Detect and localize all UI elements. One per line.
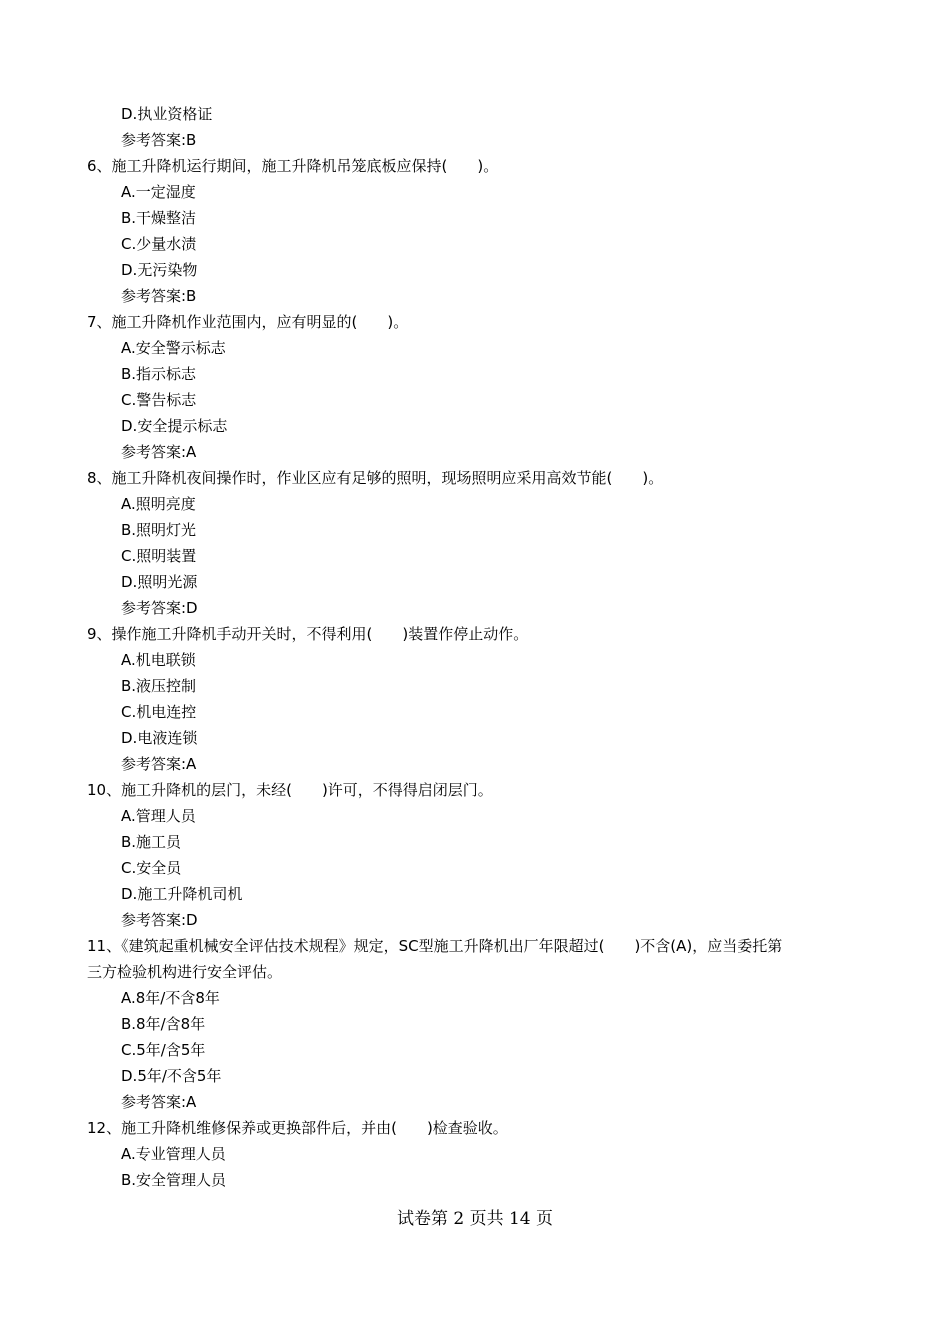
option-line: A.管理人员 (121, 807, 196, 825)
option-line: D.施工升降机司机 (121, 885, 243, 903)
answer-line: 参考答案:D (121, 911, 198, 929)
answer-line: 参考答案:A (121, 1093, 197, 1111)
question-text: 6、施工升降机运行期间，施工升降机吊笼底板应保持( )。 (87, 157, 499, 175)
option-line: A.专业管理人员 (121, 1145, 226, 1163)
option-line: A.机电联锁 (121, 651, 196, 669)
answer-line: 参考答案:D (121, 599, 198, 617)
option-line: C.5年/含5年 (121, 1041, 206, 1059)
question-text: 10、施工升降机的层门，未经( )许可，不得得启闭层门。 (87, 781, 493, 799)
option-line: D.电液连锁 (121, 729, 198, 747)
option-line: B.照明灯光 (121, 521, 197, 539)
option-line: D.安全提示标志 (121, 417, 228, 435)
question-text: 12、施工升降机维修保养或更换部件后，并由( )检查验收。 (87, 1119, 508, 1137)
option-line: B.安全管理人员 (121, 1171, 227, 1189)
question-text: 9、操作施工升降机手动开关时，不得利用( )装置作停止动作。 (87, 625, 529, 643)
option-line: C.机电连控 (121, 703, 197, 721)
option-line: A.照明亮度 (121, 495, 196, 513)
option-line: B.液压控制 (121, 677, 197, 695)
answer-line: 参考答案:A (121, 443, 197, 461)
option-line: A.安全警示标志 (121, 339, 226, 357)
option-line: D.无污染物 (121, 261, 198, 279)
page-footer: 试卷第 2 页共 14 页 (396, 1209, 554, 1229)
answer-line: 参考答案:B (121, 287, 197, 305)
question-text: 三方检验机构进行安全评估。 (87, 963, 283, 981)
option-line: C.少量水渍 (121, 235, 197, 253)
question-list (0, 101, 950, 1193)
option-line: B.干燥整洁 (121, 209, 197, 227)
answer-line: 参考答案:B (121, 131, 197, 149)
answer-line: 参考答案:A (121, 755, 197, 773)
question-text: 8、施工升降机夜间操作时，作业区应有足够的照明，现场照明应采用高效节能( )。 (87, 469, 664, 487)
option-line: A.一定湿度 (121, 183, 196, 201)
question-text: 7、施工升降机作业范围内，应有明显的( )。 (87, 313, 409, 331)
option-line: A.8年/不含8年 (121, 989, 220, 1007)
option-line: C.警告标志 (121, 391, 197, 409)
option-line: C.照明装置 (121, 547, 197, 565)
option-line: D.照明光源 (121, 573, 198, 591)
option-line: D.执业资格证 (121, 105, 213, 123)
option-line: B.8年/含8年 (121, 1015, 206, 1033)
option-line: D.5年/不含5年 (121, 1067, 222, 1085)
option-line: B.施工员 (121, 833, 182, 851)
option-line: C.安全员 (121, 859, 182, 877)
question-text: 11、《建筑起重机械安全评估技术规程》规定，SC型施工升降机出厂年限超过( )不含(A)，应当委托第 (87, 937, 783, 955)
option-line: B.指示标志 (121, 365, 197, 383)
